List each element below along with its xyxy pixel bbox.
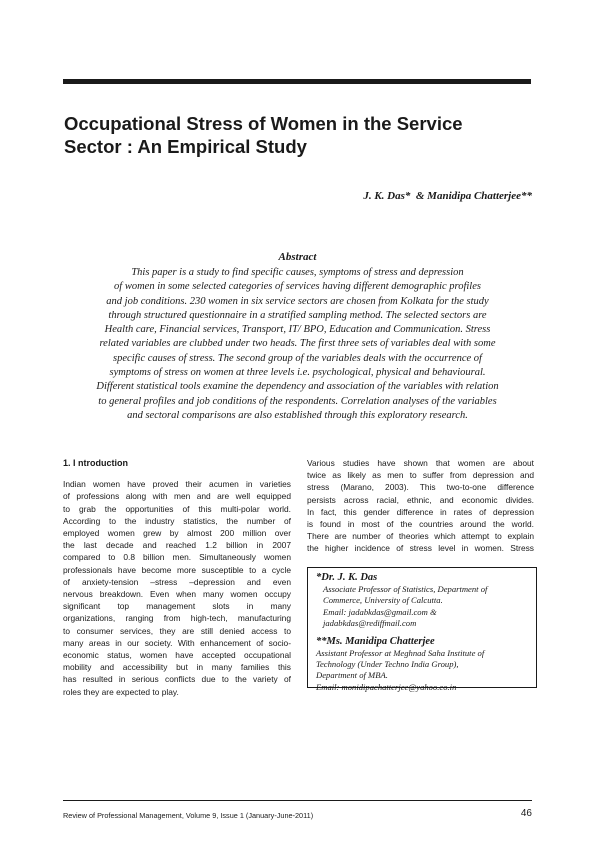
paper-title bbox=[64, 112, 534, 158]
page-number: 46 bbox=[520, 808, 532, 819]
section-heading-introduction: 1. I ntroduction bbox=[63, 458, 128, 468]
body-line: There are number of theories which attempt to explain bbox=[307, 531, 534, 542]
title-line-1: Occupational Stress of Women in the Service bbox=[64, 113, 463, 134]
body-line: persists across racial, ethnic, and economic divides. bbox=[307, 494, 534, 505]
abstract-line: and sectoral comparisons are also established through this exploratory research. bbox=[127, 409, 468, 421]
journal-citation: Review of Professional Management, Volume 9, Issue 1 (January-June-2011) bbox=[63, 811, 314, 820]
abstract-line: symptoms of stress on women at three levels i.e. psychological, physical and behavioural. bbox=[109, 367, 486, 379]
left-column bbox=[63, 457, 291, 698]
intro-paragraph bbox=[63, 478, 291, 698]
right-column bbox=[307, 457, 534, 555]
body-line: economic status, women have accepted occupational bbox=[63, 650, 291, 661]
abstract-line: Different statistical tools examine the dependency and association of the variables with relation bbox=[96, 381, 499, 393]
author-1-email-line: Email: jadabkdas@gmail.com & bbox=[323, 606, 437, 617]
abstract-text bbox=[63, 266, 532, 423]
body-line: twice as likely as men to suffer from depression and bbox=[307, 470, 534, 481]
body-line: the last decade and reached 1.2 billion in 2007 bbox=[63, 540, 291, 551]
body-line: is found in most of the countries around the world. bbox=[307, 519, 534, 530]
body-line: significant top management slots in many bbox=[63, 601, 291, 612]
footer-rule bbox=[63, 800, 532, 801]
header-rule bbox=[63, 79, 531, 84]
title-line-2: Sector : An Empirical Study bbox=[64, 136, 307, 157]
author-2-name: **Ms. Manidipa Chatterjee bbox=[316, 635, 435, 647]
author-1-email-line: jadabkdas@rediffmail.com bbox=[323, 618, 417, 629]
author-1-affiliation-line: Commerce, University of Calcutta. bbox=[323, 595, 443, 606]
author-1-affiliation-line: Associate Professor of Statistics, Department of bbox=[323, 584, 488, 594]
body-line: organizations, ranging from high-tech, manufacturing bbox=[63, 613, 291, 624]
author-line: J. K. Das* & Manidipa Chatterjee** bbox=[363, 190, 532, 202]
author-2-email-line: Email: monidipachatterjee@yahoo.co.in bbox=[316, 681, 457, 692]
abstract-line: This paper is a study to find specific causes, symptoms of stress and depression bbox=[131, 267, 464, 278]
body-line: Various studies have shown that women are about bbox=[307, 458, 534, 468]
body-line: compared to 0.8 billion men. Simultaneously women bbox=[63, 552, 291, 563]
body-line: to consumer services, they are still denied access to bbox=[63, 625, 291, 636]
author-2-affiliation-line: Department of MBA. bbox=[316, 670, 388, 681]
author-affiliation-box bbox=[307, 567, 537, 692]
body-line: the higher incidence of stress level in women. Stress bbox=[307, 543, 534, 554]
abstract-line: to general profiles and job conditions of the respondents. Correlation analyses of the variables bbox=[98, 395, 497, 407]
body-line: In fact, this gender difference in rates of depression bbox=[307, 506, 534, 517]
body-line: has resulted in serious conflicts due to the variety of bbox=[63, 674, 291, 685]
abstract-line: through structured questionnaire in a stratified sampling method. The selected sectors are bbox=[108, 309, 487, 321]
body-line: of anxiety-tension –stress –depression and even bbox=[63, 576, 291, 587]
body-line: nervous breakdown. Even when many women occupy bbox=[63, 589, 291, 600]
abstract-line: related variables are clubbed under two heads. The first three sets of variables deal with some bbox=[99, 338, 496, 350]
body-line: mobility and accessibility but in many families this bbox=[63, 662, 291, 673]
stress-paragraph bbox=[307, 457, 534, 555]
author-2-affiliation-line: Assistant Professor at Meghnad Saha Institute of bbox=[316, 647, 485, 658]
body-line: Indian women have proved their acumen in varieties bbox=[63, 479, 291, 490]
body-line: employed women grew by almost 200 million over bbox=[63, 528, 291, 539]
abstract-line: Health care, Financial services, Transport, IT/ BPO, Education and Communication. Stress bbox=[104, 324, 491, 336]
abstract-line: of women in some selected categories of services having different demographic profiles bbox=[114, 281, 481, 293]
body-line: to grab the opportunities of this multi-polar world. bbox=[63, 503, 291, 514]
body-line: professionals have become more susceptible to a cycle bbox=[63, 564, 291, 575]
abstract-line: and job conditions. 230 women in six service sectors are chosen from Kolkata for the study bbox=[106, 295, 489, 307]
body-line: roles they are expected to play. bbox=[63, 686, 179, 697]
author-1-name: *Dr. J. K. Das bbox=[316, 572, 378, 583]
author-2-affiliation-line: Technology (Under Techno India Group), bbox=[316, 659, 459, 670]
body-line: many areas in our society. With enhancement of socio- bbox=[63, 637, 291, 648]
body-line: stress (Marano, 2003). This two-to-one difference bbox=[307, 482, 534, 493]
abstract-line: specific causes of stress. The second group of the variables deals with the occurrence of bbox=[113, 352, 482, 364]
body-line: According to the industry statistics, the number of bbox=[63, 515, 291, 526]
body-line: of professions along with men and are well equipped bbox=[63, 491, 291, 502]
abstract-heading: Abstract bbox=[278, 251, 317, 263]
